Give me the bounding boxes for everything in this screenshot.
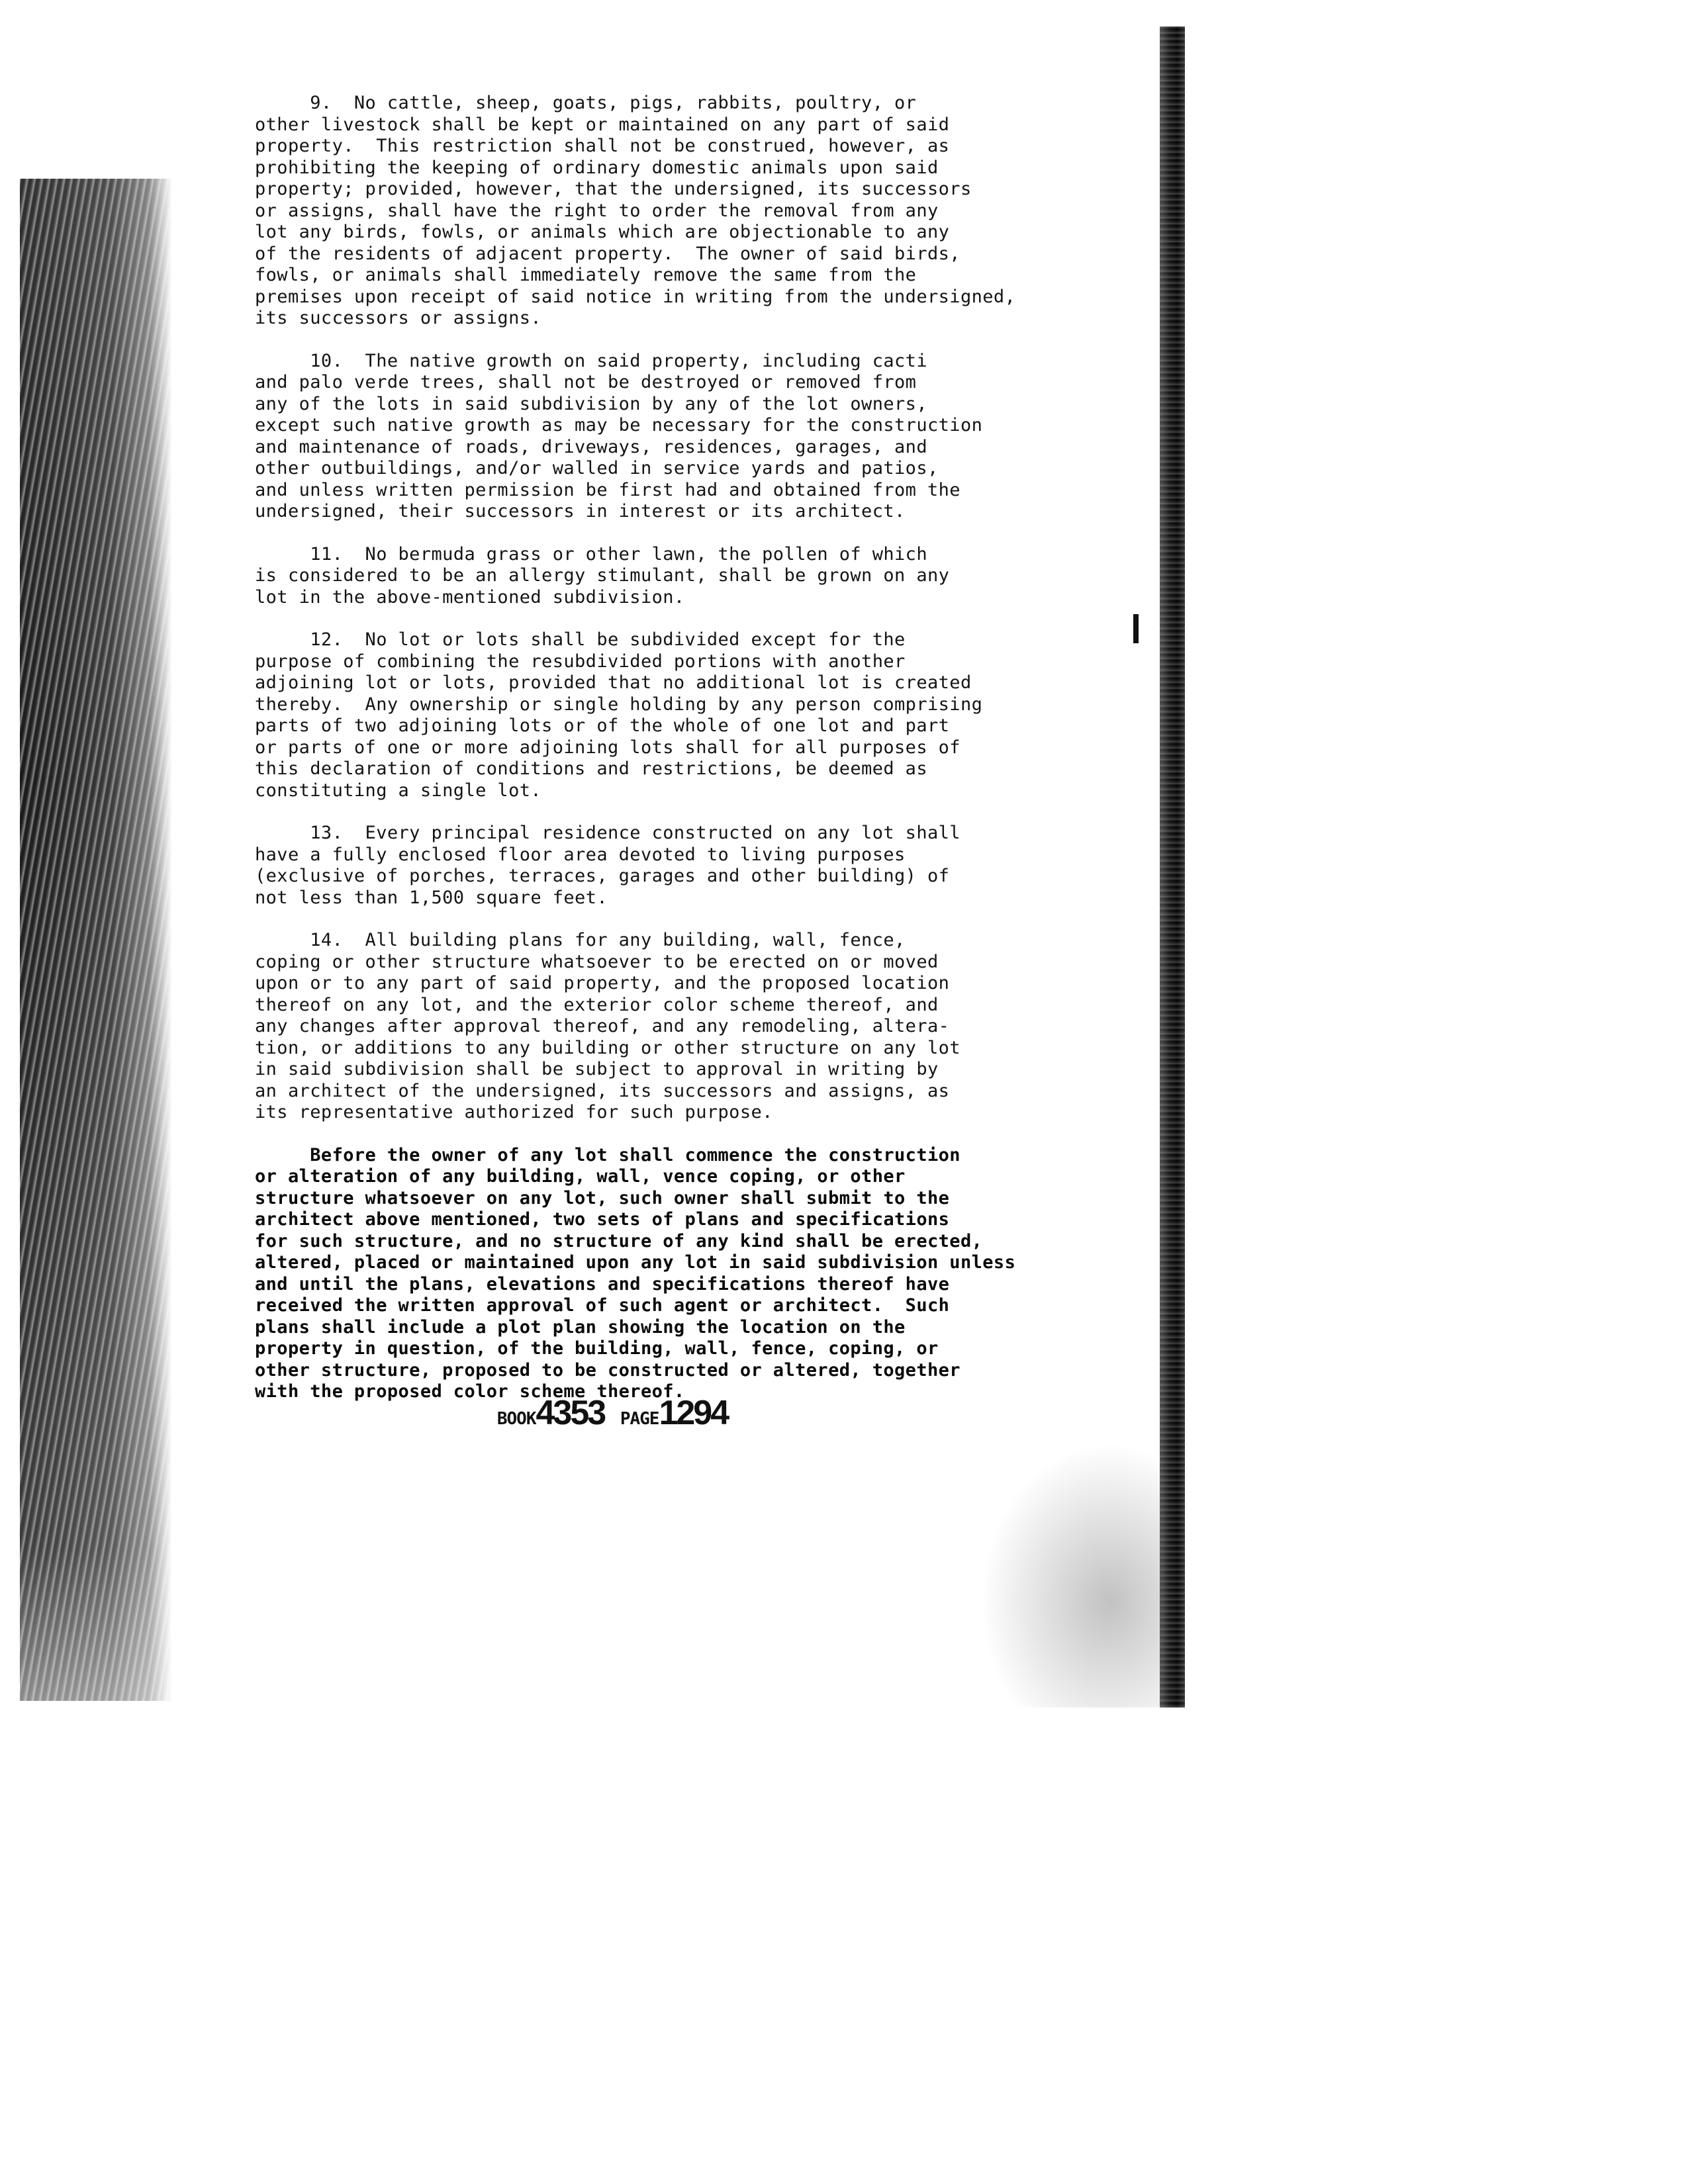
text-line: tion, or additions to any building or other structure on any lot bbox=[255, 1037, 961, 1058]
text-line: undersigned, their successors in interest or its architect. bbox=[255, 501, 906, 522]
text-line: thereof on any lot, and the exterior color scheme thereof, and bbox=[255, 994, 939, 1015]
text-line: its successors or assigns. bbox=[255, 308, 542, 328]
text-line: parts of two adjoining lots or of the whole of one lot and part bbox=[255, 715, 950, 736]
book-label: BOOK bbox=[496, 1409, 536, 1429]
text-line: and palo verde trees, shall not be destroyed or removed from bbox=[255, 372, 917, 392]
text-line: upon or to any part of said property, and the proposed location bbox=[255, 973, 950, 993]
paragraph-13 bbox=[255, 823, 1115, 909]
recording-stamp bbox=[0, 1393, 1688, 1433]
text-line: any changes after approval thereof, and any remodeling, altera- bbox=[255, 1016, 950, 1036]
text-line: 9. No cattle, sheep, goats, pigs, rabbits, poultry, or bbox=[255, 93, 917, 113]
text-line: other structure, proposed to be constructed or altered, together bbox=[255, 1359, 961, 1381]
text-line: not less than 1,500 square feet. bbox=[255, 887, 608, 908]
text-line: lot any birds, fowls, or animals which are objectionable to any bbox=[255, 222, 950, 242]
text-line: 11. No bermuda grass or other lawn, the pollen of which bbox=[255, 543, 927, 565]
paragraph-14 bbox=[255, 930, 1115, 1124]
text-line: or assigns, shall have the right to order the removal from any bbox=[255, 200, 939, 221]
text-line: and maintenance of roads, driveways, residences, garages, and bbox=[255, 436, 927, 457]
scan-shadow-left bbox=[20, 179, 172, 1701]
text-line: plans shall include a plot plan showing the location on the bbox=[255, 1316, 906, 1338]
restrictions-text bbox=[255, 93, 1115, 1424]
text-line: (exclusive of porches, terraces, garages and other building) of bbox=[255, 866, 950, 886]
text-line: this declaration of conditions and restrictions, be deemed as bbox=[255, 758, 927, 779]
text-line: structure whatsoever on any lot, such owner shall submit to the bbox=[255, 1187, 950, 1208]
text-line: an architect of the undersigned, its successors and assigns, as bbox=[255, 1080, 950, 1101]
paragraph-11 bbox=[255, 544, 1115, 609]
scan-noise bbox=[980, 1443, 1165, 1707]
text-line: Before the owner of any lot shall commence the construction bbox=[255, 1144, 961, 1165]
text-line: is considered to be an allergy stimulant, shall be grown on any bbox=[255, 565, 950, 586]
text-line: property in question, of the building, wall, fence, coping, or bbox=[255, 1338, 939, 1359]
text-line: purpose of combining the resubdivided portions with another bbox=[255, 651, 906, 672]
text-line: in said subdivision shall be subject to approval in writing by bbox=[255, 1059, 939, 1079]
text-line: constituting a single lot. bbox=[255, 780, 542, 801]
text-line: any of the lots in said subdivision by any of the lot owners, bbox=[255, 393, 927, 414]
text-line: of the residents of adjacent property. The owner of said birds, bbox=[255, 243, 961, 264]
book-number: 4353 bbox=[536, 1394, 605, 1432]
text-line: altered, placed or maintained upon any lot in said subdivision unless bbox=[255, 1252, 1016, 1273]
text-line: thereby. Any ownership or single holding by any person comprising bbox=[255, 694, 983, 715]
page-number: 1294 bbox=[659, 1394, 728, 1432]
text-line: and unless written permission be first had and obtained from the bbox=[255, 479, 961, 500]
text-line: 13. Every principal residence constructed on any lot shall bbox=[255, 823, 961, 843]
text-line: 12. No lot or lots shall be subdivided except for the bbox=[255, 629, 906, 650]
text-line: 10. The native growth on said property, including cacti bbox=[255, 350, 927, 371]
text-line: architect above mentioned, two sets of plans and specifications bbox=[255, 1209, 950, 1230]
text-line: have a fully enclosed floor area devoted to living purposes bbox=[255, 844, 906, 865]
text-line: premises upon receipt of said notice in writing from the undersigned, bbox=[255, 286, 1016, 307]
paragraph-12 bbox=[255, 629, 1115, 801]
text-line: property. This restriction shall not be construed, however, as bbox=[255, 136, 950, 156]
text-line: received the written approval of such agent or architect. Such bbox=[255, 1295, 950, 1316]
text-line: fowls, or animals shall immediately remove the same from the bbox=[255, 265, 917, 285]
text-line: adjoining lot or lots, provided that no additional lot is created bbox=[255, 672, 972, 693]
text-line: coping or other structure whatsoever to be erected on or moved bbox=[255, 951, 939, 972]
text-line: except such native growth as may be necessary for the construction bbox=[255, 415, 983, 435]
paragraph-9 bbox=[255, 93, 1115, 330]
page-label: PAGE bbox=[620, 1409, 659, 1429]
paragraph-10 bbox=[255, 351, 1115, 523]
margin-mark bbox=[1133, 614, 1139, 643]
text-line: and until the plans, elevations and specifications thereof have bbox=[255, 1273, 950, 1295]
text-line: other outbuildings, and/or walled in service yards and patios, bbox=[255, 458, 939, 478]
text-line: with the proposed color scheme thereof. bbox=[255, 1381, 685, 1402]
paragraph-14-continued bbox=[255, 1145, 1115, 1403]
text-line: for such structure, and no structure of any kind shall be erected, bbox=[255, 1230, 983, 1251]
text-line: lot in the above-mentioned subdivision. bbox=[255, 586, 685, 608]
text-line: its representative authorized for such purpose. bbox=[255, 1102, 773, 1122]
text-line: or parts of one or more adjoining lots shall for all purposes of bbox=[255, 737, 961, 758]
text-line: 14. All building plans for any building, wall, fence, bbox=[255, 930, 906, 950]
text-line: or alteration of any building, wall, vence coping, or other bbox=[255, 1166, 906, 1187]
text-line: property; provided, however, that the undersigned, its successors bbox=[255, 179, 972, 199]
text-line: other livestock shall be kept or maintained on any part of said bbox=[255, 114, 950, 135]
text-line: prohibiting the keeping of ordinary domestic animals upon said bbox=[255, 157, 939, 178]
